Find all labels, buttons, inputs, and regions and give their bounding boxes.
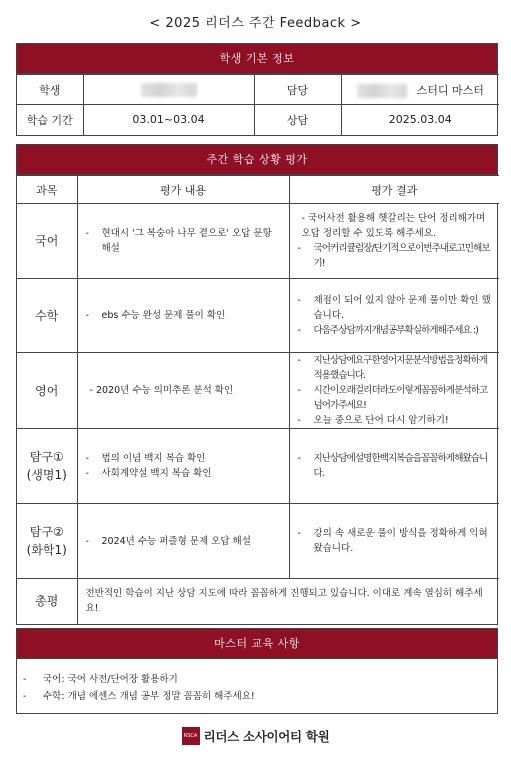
subject-cell: 국어 <box>17 204 77 279</box>
list-item: - 강의 속 새로운 풀이 방식을 정확하게 익혀왔습니다. <box>298 526 494 556</box>
list-item: - 오늘 중으로 단어 다시 암기하기! <box>298 413 494 428</box>
master-instructions-list <box>17 659 497 705</box>
student-info-table <box>17 74 499 135</box>
logo-mark-icon: RSCA <box>182 727 200 745</box>
consult-label: 상담 <box>254 105 341 135</box>
table-row <box>17 353 499 429</box>
result-cell <box>289 279 499 353</box>
subject-cell: 탐구② (화학1) <box>17 504 77 579</box>
content-cell <box>77 429 289 504</box>
list-item: - ebs 수능 완성 문제 풀이 확인 <box>86 308 283 323</box>
page-title: < 2025 리더스 주간 Feedback > <box>149 16 362 31</box>
student-label: 학생 <box>17 75 83 105</box>
result-cell <box>289 204 499 279</box>
list-item: - 수학: 개념 에센스 개념 공부 정말 꼼꼼히 해주세요! <box>23 688 491 705</box>
table-row <box>17 279 499 353</box>
list-item: - 시간이오래걸리더라도이렇게꼼꼼하게분석하고넘어가주세요! <box>298 383 494 413</box>
content-cell <box>77 279 289 353</box>
table-row <box>17 429 499 504</box>
student-name-redacted <box>83 75 254 105</box>
student-info-section <box>16 43 498 136</box>
result-cell <box>289 504 499 579</box>
student-info-header: 학생 기본 정보 <box>17 44 497 74</box>
list-item: - 현대시 '그 복숭아 나무 곁으로' 오답 문항 해설 <box>86 226 283 256</box>
summary-text: 전반적인 학습이 지난 상담 지도에 따라 꼼꼼하게 진행되고 있습니다. 이대로 계속 열심히 해주세요! <box>77 579 499 624</box>
teacher-cell <box>341 75 499 105</box>
list-item: - 2024년 수능 퍼즐형 문제 오답 해설 <box>86 534 283 549</box>
master-instructions-header: 마스터 교육 사항 <box>17 629 497 659</box>
list-item: - 지난상담에설명한백지복습을꼼꼼하게해왔습니다. <box>298 451 494 481</box>
academy-logo <box>0 727 511 745</box>
content-cell <box>77 353 289 429</box>
weekly-evaluation-table <box>17 175 499 624</box>
teacher-title: 스터디 마스터 <box>416 83 484 97</box>
weekly-evaluation-section <box>16 144 498 625</box>
logo-text: 리더스 소사이어티 학원 <box>203 729 330 744</box>
column-header-subject: 과목 <box>17 176 77 204</box>
summary-label: 총평 <box>17 579 77 624</box>
period-label: 학습 기간 <box>17 105 83 135</box>
list-item: - 다음주상담까지개념공부확실하게해주세요 :) <box>298 323 494 338</box>
content-cell <box>77 504 289 579</box>
list-item: - 국어: 국어 사전/단어장 활용하기 <box>23 671 491 688</box>
content-cell <box>77 204 289 279</box>
list-item: - 국어사전 활용해 헷갈리는 단어 정리해가며 오답 정리할 수 있도록 해주세요. <box>301 213 486 239</box>
list-item: - 법의 이념 백지 복습 확인 <box>86 451 283 466</box>
result-cell <box>289 429 499 504</box>
column-header-result: 평가 결과 <box>289 176 499 204</box>
subject-cell: 수학 <box>17 279 77 353</box>
list-item: - 사회계약설 백지 복습 확인 <box>86 466 283 481</box>
result-cell <box>289 353 499 429</box>
subject-cell: 탐구① (생명1) <box>17 429 77 504</box>
weekly-evaluation-header: 주간 학습 상황 평가 <box>17 145 497 175</box>
list-item: - 국어커리큘럼장/단기적으로이번주내로고민해보기! <box>298 241 494 271</box>
list-item: - 지난상담에요구한영어지문분석방법을정확하게 적용했습니다. <box>298 353 494 383</box>
list-item: - 채점이 되어 있지 않아 문제 풀이만 확인 했습니다. <box>298 293 494 323</box>
master-instructions-section <box>16 628 498 714</box>
period-value: 03.01~03.04 <box>83 105 254 135</box>
column-header-content: 평가 내용 <box>77 176 289 204</box>
consult-value: 2025.03.04 <box>341 105 499 135</box>
subject-cell: 영어 <box>17 353 77 429</box>
list-item: - 2020년 수능 의미추론 분석 확인 <box>89 385 234 396</box>
table-row <box>17 204 499 279</box>
teacher-label: 담당 <box>254 75 341 105</box>
table-row <box>17 579 499 624</box>
table-row <box>17 504 499 579</box>
